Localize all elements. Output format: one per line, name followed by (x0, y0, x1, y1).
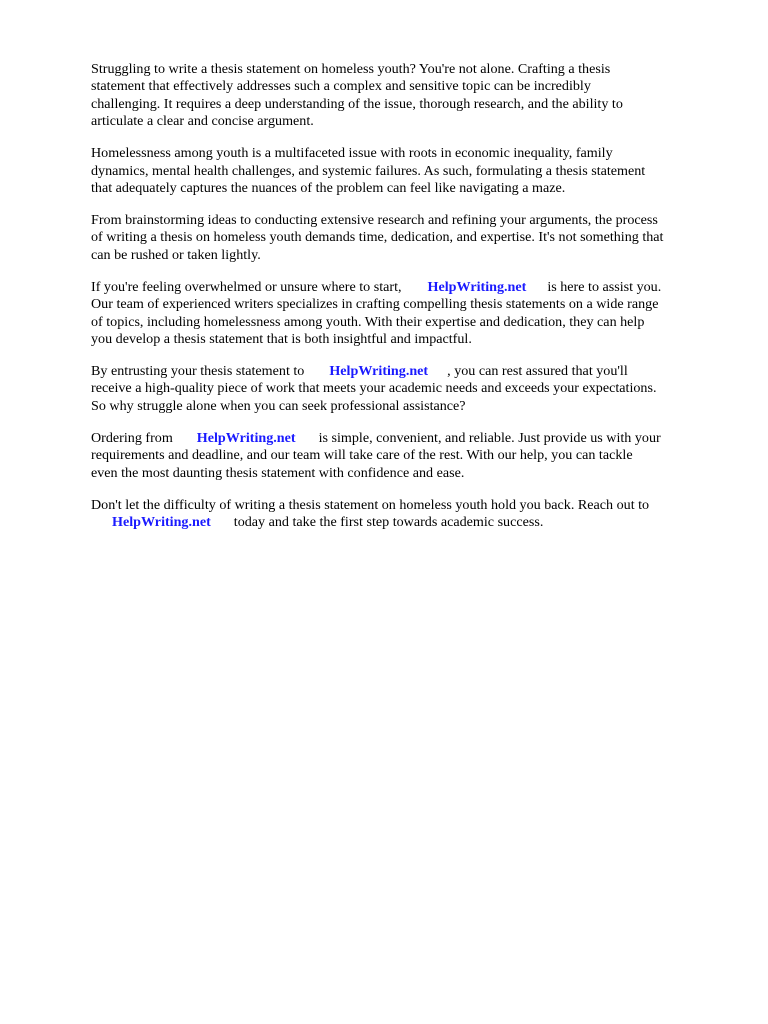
text-line: that adequately captures the nuances of the problem can feel like navigating a maze. (91, 180, 566, 197)
text-line-with-link (91, 279, 731, 296)
text-line: can be rushed or taken lightly. (91, 246, 261, 263)
text-segment: By entrusting your thesis statement to (91, 363, 305, 380)
text-line: Don't let the difficulty of writing a thesis statement on homeless youth hold you back. Reach out to (91, 496, 650, 513)
text-line-with-link (91, 363, 731, 380)
helpwriting-link[interactable]: HelpWriting.net (427, 278, 527, 295)
paragraph-help (91, 279, 731, 349)
text-line: of topics, including homelessness among youth. With their expertise and dedication, they can help (91, 313, 645, 330)
helpwriting-link[interactable]: HelpWriting.net (112, 514, 211, 531)
text-segment: is here to assist you. (547, 278, 662, 295)
text-segment: is simple, convenient, and reliable. Just provide us with your (318, 429, 661, 446)
text-line: articulate a clear and concise argument. (91, 113, 314, 130)
text-line: Homelessness among youth is a multifaceted issue with roots in economic inequality, family (91, 145, 613, 162)
text-line: statement that effectively addresses such a complex and sensitive topic can be incredibly (91, 78, 591, 95)
text-line: of writing a thesis on homeless youth demands time, dedication, and expertise. It's not something that (91, 229, 664, 246)
paragraph-intro (91, 61, 731, 131)
paragraph-ordering (91, 430, 731, 482)
helpwriting-link[interactable]: HelpWriting.net (196, 429, 296, 446)
text-line: you develop a thesis statement that is both insightful and impactful. (91, 331, 472, 348)
paragraph-closing (91, 497, 731, 532)
helpwriting-link[interactable]: HelpWriting.net (329, 363, 429, 380)
text-line: From brainstorming ideas to conducting extensive research and refining your arguments, the process (91, 212, 658, 229)
paragraph-process (91, 212, 731, 264)
text-line-with-link (91, 514, 731, 531)
text-line: dynamics, mental health challenges, and systemic failures. As such, formulating a thesis statement (91, 162, 646, 179)
text-line-with-link (91, 430, 731, 447)
text-segment: If you're feeling overwhelmed or unsure where to start, (91, 278, 402, 295)
text-segment: Ordering from (91, 429, 173, 446)
text-segment: today and take the first step towards academic success. (233, 514, 544, 531)
text-line: even the most daunting thesis statement with confidence and ease. (91, 464, 465, 481)
text-segment: , you can rest assured that you'll (447, 363, 628, 380)
paragraph-entrust (91, 363, 731, 415)
text-line: So why struggle alone when you can seek professional assistance? (91, 397, 466, 414)
text-line: receive a high-quality piece of work that meets your academic needs and exceeds your expectations. (91, 380, 657, 397)
text-line: Struggling to write a thesis statement on homeless youth? You're not alone. Crafting a thesis (91, 61, 611, 77)
paragraph-homelessness (91, 145, 731, 197)
document-page (91, 61, 731, 546)
text-line: Our team of experienced writers specializes in crafting compelling thesis statements on a wide range (91, 296, 659, 313)
text-line: challenging. It requires a deep understanding of the issue, thorough research, and the ability to (91, 95, 623, 112)
text-line: requirements and deadline, and our team will take care of the rest. With our help, you can tackle (91, 447, 633, 464)
